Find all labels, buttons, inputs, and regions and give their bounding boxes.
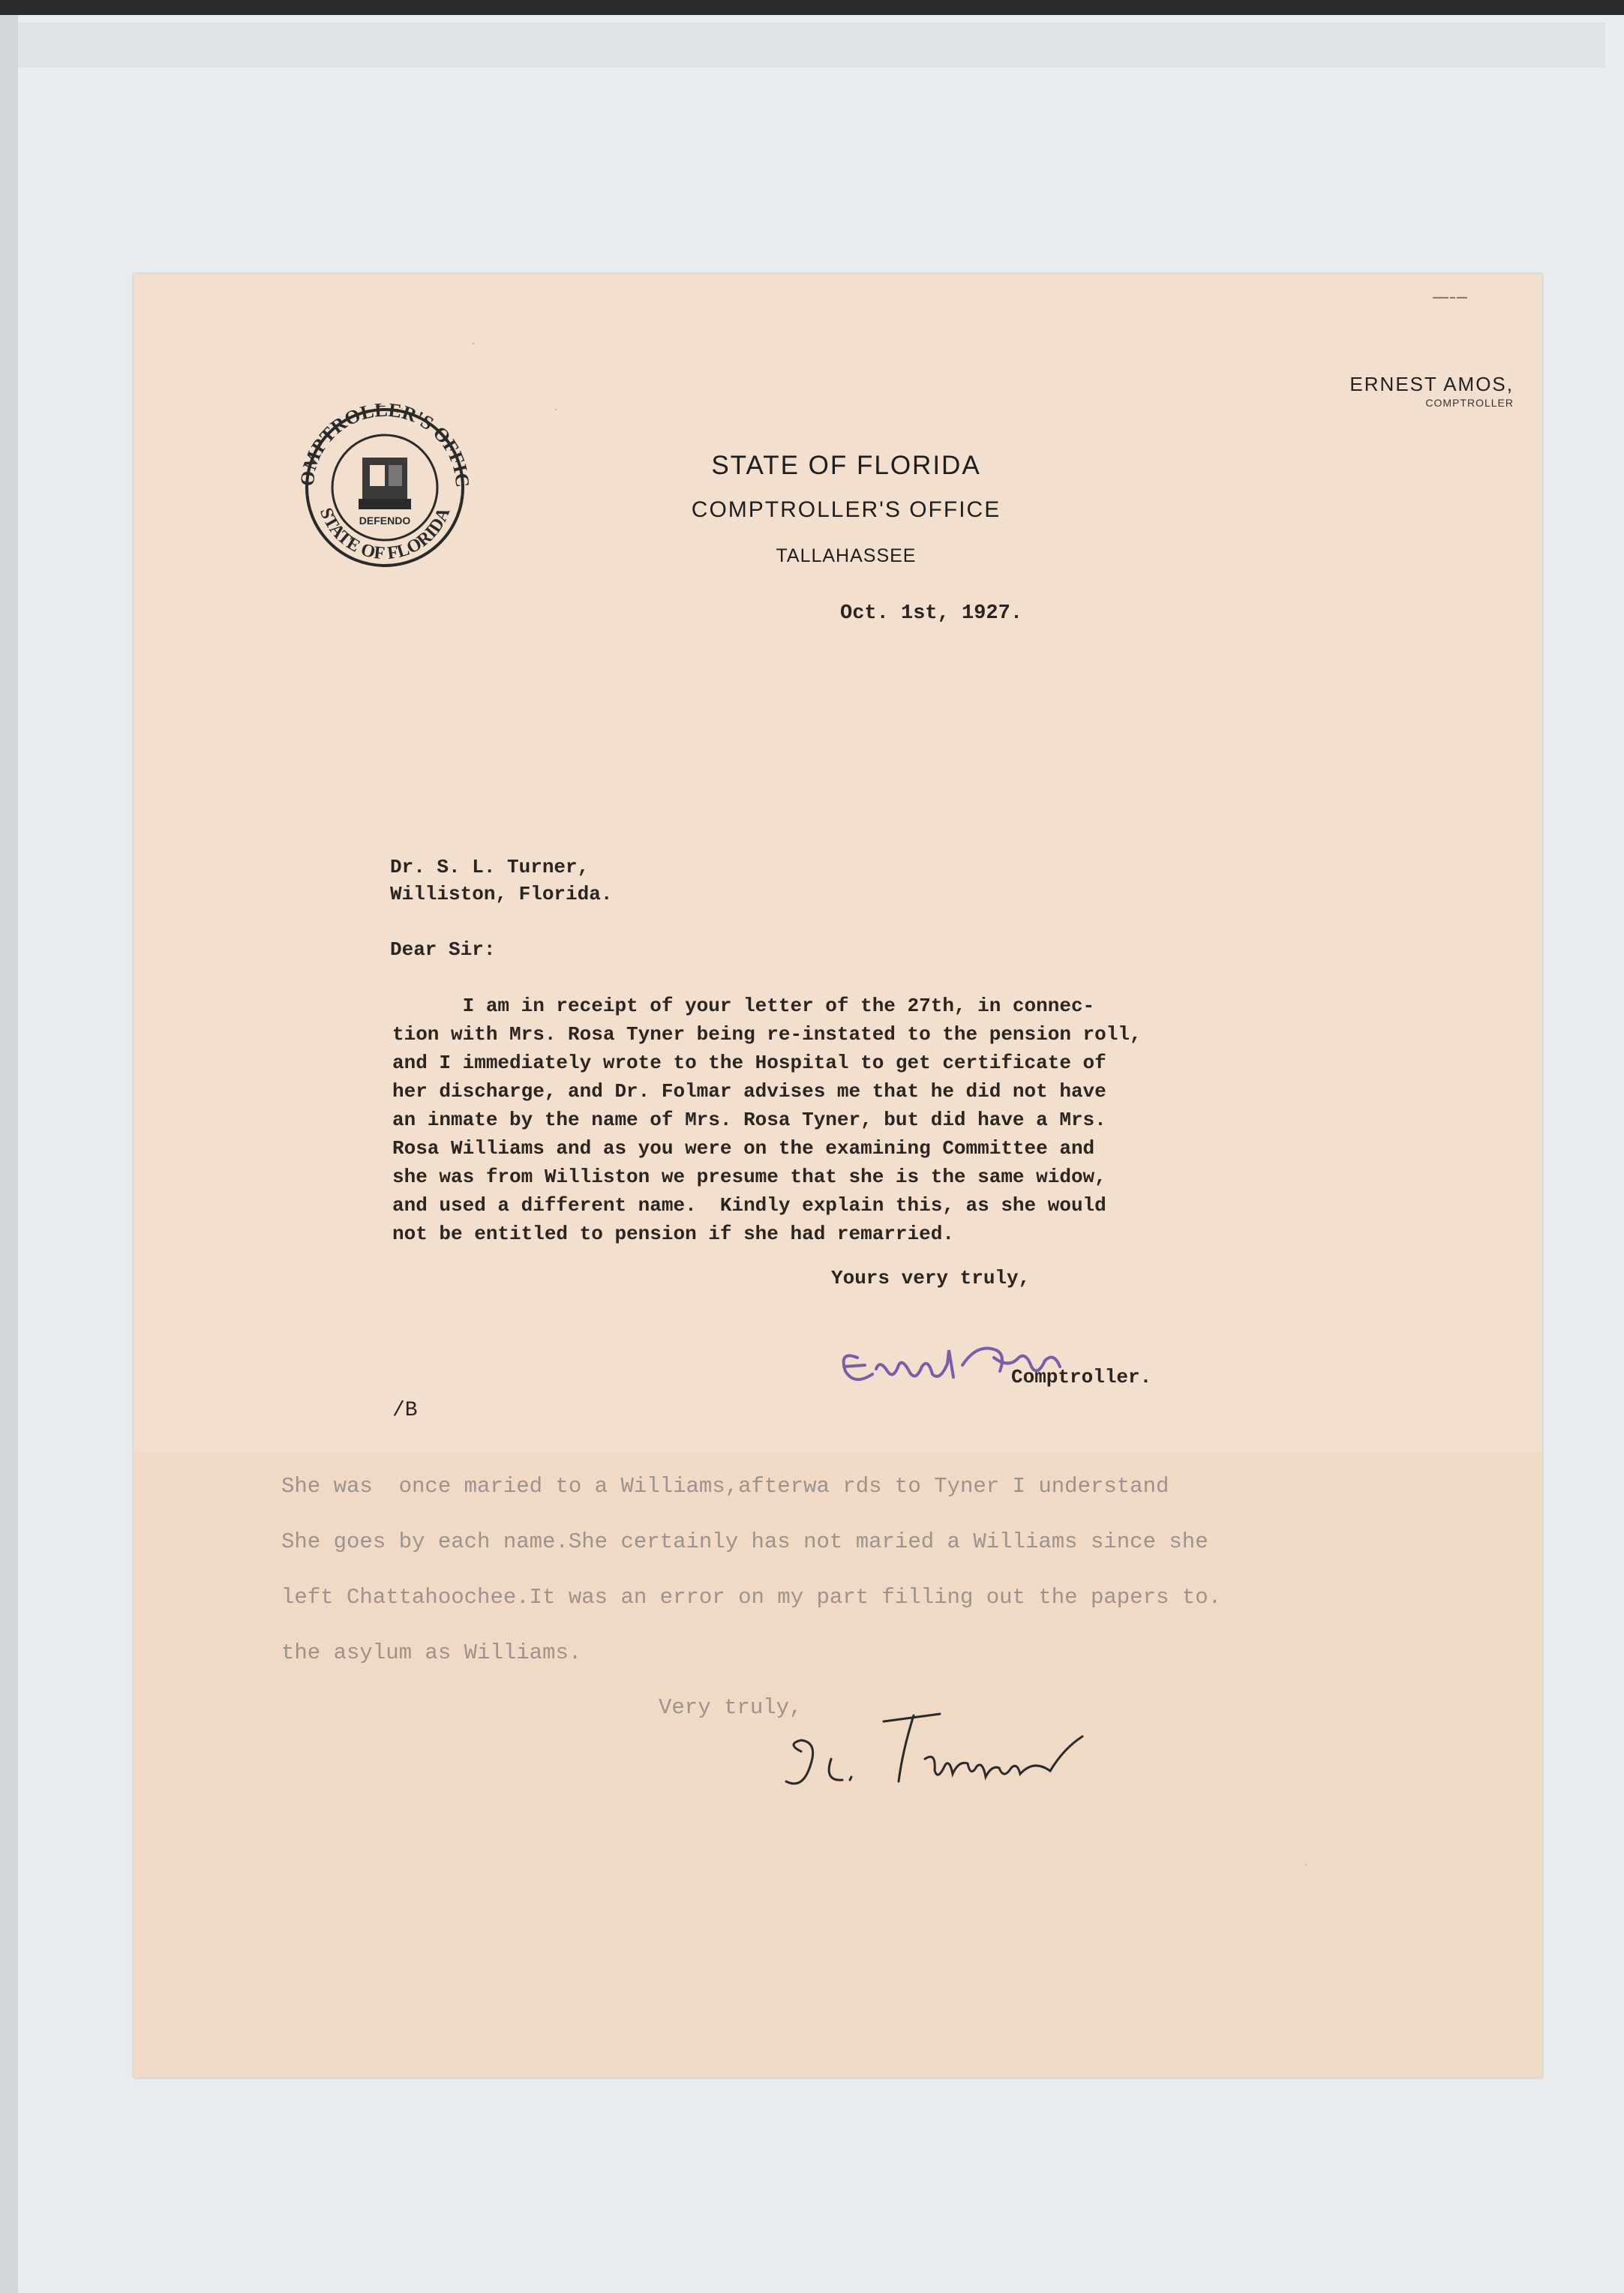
- signature-ernest-amos: [835, 1328, 1075, 1403]
- reply-closing: Very truly,: [659, 1695, 803, 1720]
- seal-outer-text: OMPTROLLER'S OFFIC: [296, 398, 474, 488]
- body-line: and I immediately wrote to the Hospital to get certificate of: [392, 1052, 1106, 1074]
- paper-speck: ·: [554, 401, 558, 416]
- signature-sl-turner: [779, 1699, 1094, 1826]
- recipient-line-1: Dr. S. L. Turner,: [390, 856, 590, 878]
- body-line: an inmate by the name of Mrs. Rosa Tyner, but did have a Mrs.: [392, 1109, 1106, 1131]
- letter-body: [392, 992, 1367, 1248]
- body-line: her discharge, and Dr. Folmar advises me that he did not have: [392, 1080, 1106, 1103]
- reply-line: She goes by each name.She certainly has not maried a Williams since she: [281, 1529, 1208, 1554]
- reply-line: left Chattahoochee.It was an error on my part filling out the papers to.: [281, 1585, 1222, 1610]
- printer-mark: ▬▬▬ ▬ ▬▬: [1433, 295, 1467, 300]
- signer-title: Comptroller.: [1011, 1366, 1152, 1388]
- letterhead-city: TALLAHASSEE: [776, 545, 917, 566]
- reply-line: She was once maried to a Williams,afterwa rds to Tyner I understand: [281, 1474, 1169, 1499]
- closing: Yours very truly,: [831, 1267, 1031, 1289]
- seal-motto: DEFENDO: [359, 515, 411, 527]
- recipient-line-2: Williston, Florida.: [390, 883, 613, 905]
- body-line: tion with Mrs. Rosa Tyner being re-instated to the pension roll,: [392, 1023, 1142, 1046]
- body-line: and used a different name. Kindly explain this, as she would: [392, 1194, 1106, 1217]
- letterhead-office: COMPTROLLER'S OFFICE: [691, 497, 1001, 522]
- scan-border-left: [0, 15, 18, 2293]
- signature-scrawl: [779, 1699, 1094, 1826]
- letter-date: Oct. 1st, 1927.: [840, 602, 1023, 625]
- body-line: I am in receipt of your letter of the 27th, in connec-: [392, 995, 1095, 1017]
- body-line: not be entitled to pension if she had remarried.: [392, 1223, 954, 1245]
- scan-border-top: [0, 0, 1624, 15]
- salutation: Dear Sir:: [390, 938, 496, 961]
- comptroller-title: COMPTROLLER: [1425, 397, 1514, 409]
- paper-speck: ·: [1304, 1856, 1308, 1871]
- letterhead-state: STATE OF FLORIDA: [711, 451, 981, 480]
- comptroller-seal: [284, 386, 486, 589]
- comptroller-name: ERNEST AMOS,: [1349, 373, 1514, 395]
- body-line: Rosa Williams and as you were on the examining Committee and: [392, 1137, 1095, 1160]
- signature-scrawl: [835, 1328, 1075, 1403]
- paper-speck: ·: [471, 335, 476, 350]
- typist-initials: /B: [392, 1399, 418, 1422]
- scan-band: [15, 23, 1605, 68]
- letter-sheet: [134, 274, 1542, 2078]
- seal-bottom-text: STATE OF FLORIDA: [315, 505, 455, 564]
- body-line: she was from Williston we presume that she is the same widow,: [392, 1166, 1106, 1188]
- seal-graphic: [284, 386, 486, 589]
- reply-line: the asylum as Williams.: [281, 1640, 582, 1665]
